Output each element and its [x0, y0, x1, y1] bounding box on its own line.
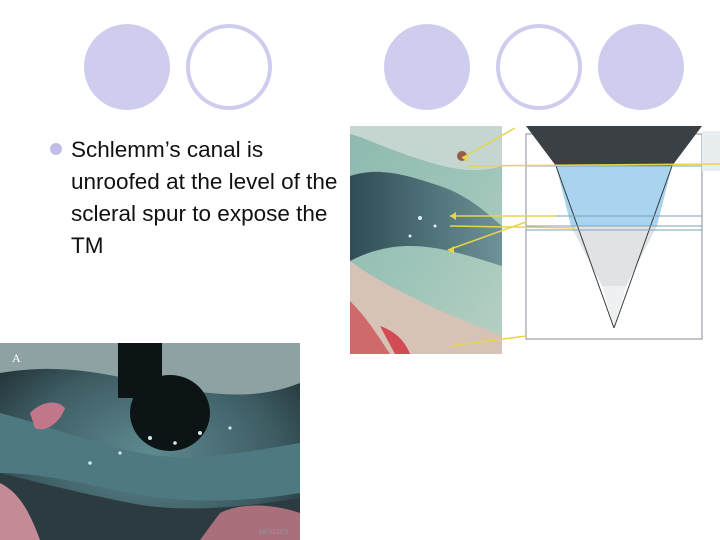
bullet-item	[50, 134, 340, 262]
photo-credit: MENEZES	[258, 530, 288, 536]
gonio-photo-svg	[0, 343, 300, 540]
bullet-icon	[50, 143, 62, 155]
angle-diagram-figure	[350, 126, 720, 354]
panel-label: A	[12, 351, 21, 365]
decor-circle-1	[84, 24, 170, 110]
angle-diagram-svg	[350, 126, 720, 354]
decor-circle-4	[496, 24, 582, 110]
decor-circle-2	[186, 24, 272, 110]
decor-circle-5	[598, 24, 684, 110]
decor-circle-3	[384, 24, 470, 110]
gonio-photo-figure	[0, 343, 300, 540]
bullet-text: Schlemm’s canal is unroofed at the level of the scleral spur to expose the TM	[71, 137, 338, 258]
